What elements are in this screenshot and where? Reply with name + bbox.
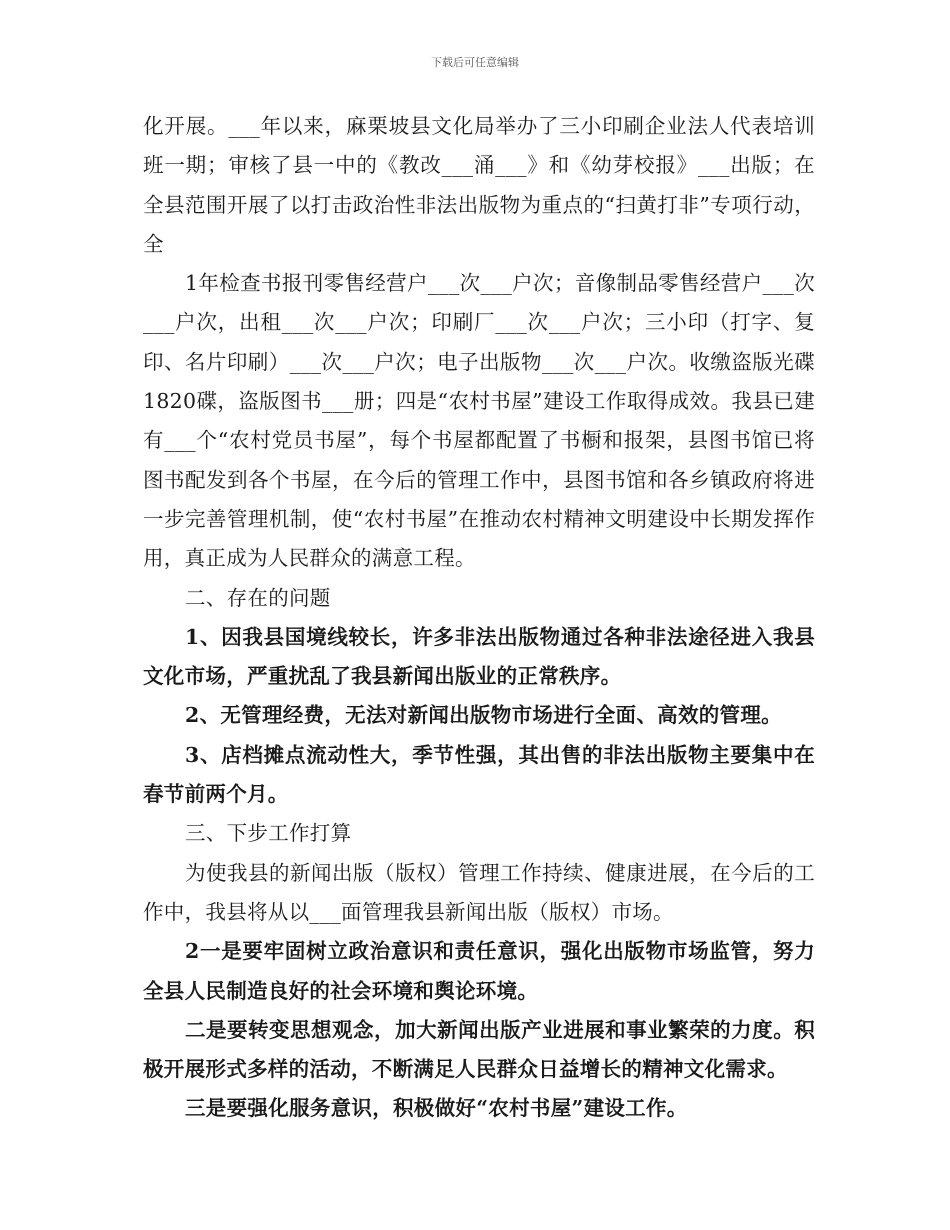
plan-item-2: 二是要转变思想观念，加大新闻出版产业进展和事业繁荣的力度。积极开展形式多样的活动，不断满足人民群众日益增长的精神文化需求。 <box>143 1017 815 1082</box>
document-body <box>143 107 815 1129</box>
section-heading-problems: 二、存在的问题 <box>185 585 331 610</box>
problem-item-2: 2、无管理经费，无法对新闻出版物市场进行全面、高效的管理。 <box>185 703 782 728</box>
problem-item-1: 1、因我县国境线较长，许多非法出版物通过各种非法途径进入我县文化市场，严重扰乱了我县新闻出版业的正常秩序。 <box>143 624 815 689</box>
problem-item-3: 3、店档摊点流动性大，季节性强，其出售的非法出版物主要集中在春节前两个月。 <box>143 742 815 807</box>
plan-item-1: 2一是要牢固树立政治意识和责任意识，强化出版物市场监管，努力全县人民制造良好的社会环境和舆论环境。 <box>143 939 815 1003</box>
section-heading-next-steps: 三、下步工作打算 <box>185 821 352 846</box>
page-header: 下载后可任意编辑 <box>431 56 519 69</box>
paragraph-intro-continued: 化开展。___年以来，麻栗坡县文化局举办了三小印刷企业法人代表培训班一期；审核了县一中的《教改___涌___》和《幼芽校报》___出版；在全县范围开展了以打击政治性非法出版物为重点的“扫黄打非”专项行动，全 <box>143 114 815 256</box>
paragraph-inspection-stats: 1年检查书报刊零售经营户___次___户次；音像制品零售经营户___次___户次，出租___次___户次；印刷厂___次___户次；三小印（打字、复印、名片印刷）___次___户次；电子出版物___次___户次。收缴盗版光碟1820碟，盗版图书___册；四是“农村书屋”建设工作取得成效。我县已建有___个“农村党员书屋”，每个书屋都配置了书橱和报架，县图书馆已将图书配发到各个书屋，在今后的管理工作中，县图书馆和各乡镇政府将进一步完善管理机制，使“农村书屋”在推动农村精神文明建设中长期发挥作用，真正成为人民群众的满意工程。 <box>143 271 815 571</box>
plan-item-3: 三是要强化服务意识，积极做好“农村书屋”建设工作。 <box>185 1096 688 1121</box>
paragraph-next-steps-intro: 为使我县的新闻出版（版权）管理工作持续、健康进展，在今后的工作中，我县将从以___面管理我县新闻出版（版权）市场。 <box>143 860 815 924</box>
